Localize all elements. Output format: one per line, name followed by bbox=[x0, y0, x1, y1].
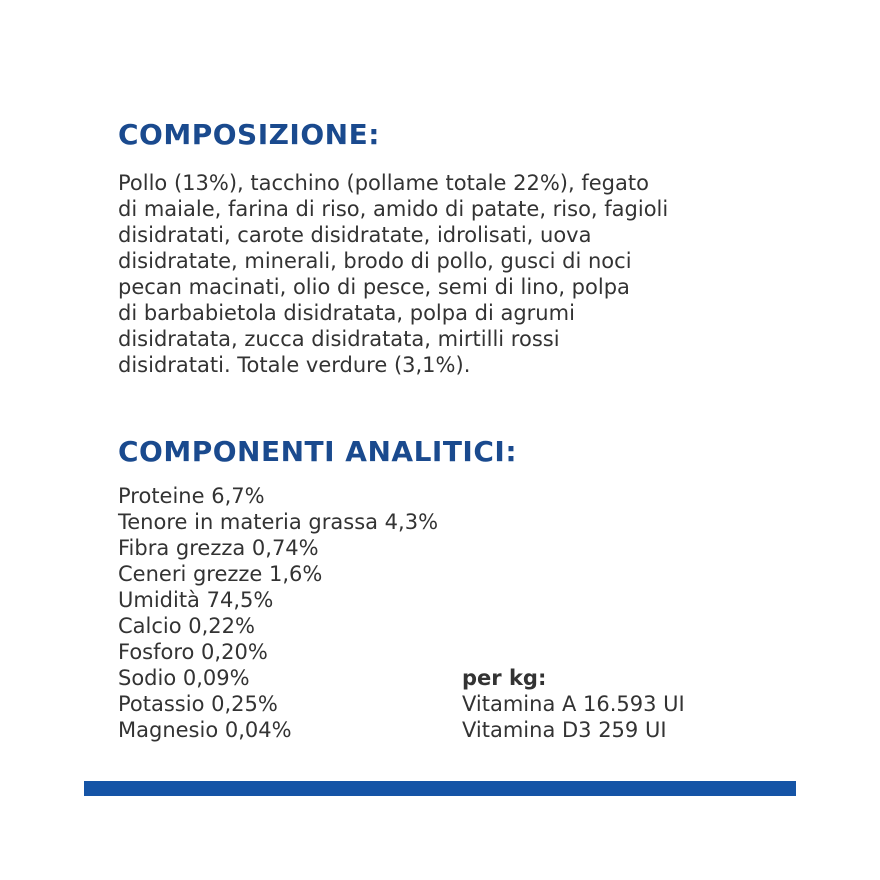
composition-line: disidratati. Totale verdure (3,1%). bbox=[118, 353, 471, 377]
list-item: Fosforo 0,20% bbox=[118, 640, 268, 664]
composition-text bbox=[118, 170, 778, 378]
list-item: Vitamina A 16.593 UI bbox=[462, 692, 685, 716]
vitamins-list bbox=[462, 691, 685, 743]
composition-line: di maiale, farina di riso, amido di patate, riso, fagioli bbox=[118, 197, 669, 221]
list-item: Potassio 0,25% bbox=[118, 692, 278, 716]
list-item: Vitamina D3 259 UI bbox=[462, 718, 667, 742]
composition-line: di barbabietola disidratata, polpa di agrumi bbox=[118, 301, 575, 325]
analytics-heading: COMPONENTI ANALITICI: bbox=[118, 435, 518, 468]
vitamins-block bbox=[462, 665, 685, 743]
composition-heading: COMPOSIZIONE: bbox=[118, 118, 380, 151]
list-item: Sodio 0,09% bbox=[118, 666, 250, 690]
analytics-list bbox=[118, 483, 438, 743]
list-item: Calcio 0,22% bbox=[118, 614, 255, 638]
list-item: Umidità 74,5% bbox=[118, 588, 274, 612]
composition-line: pecan macinati, olio di pesce, semi di lino, polpa bbox=[118, 275, 630, 299]
composition-line: disidratate, minerali, brodo di pollo, gusci di noci bbox=[118, 249, 632, 273]
list-item: Fibra grezza 0,74% bbox=[118, 536, 319, 560]
composition-line: disidratati, carote disidratate, idrolisati, uova bbox=[118, 223, 592, 247]
list-item: Ceneri grezze 1,6% bbox=[118, 562, 323, 586]
footer-bar bbox=[84, 781, 796, 796]
list-item: Proteine 6,7% bbox=[118, 484, 265, 508]
vitamins-title: per kg: bbox=[462, 666, 547, 690]
list-item: Magnesio 0,04% bbox=[118, 718, 292, 742]
composition-line: Pollo (13%), tacchino (pollame totale 22%), fegato bbox=[118, 171, 649, 195]
composition-line: disidratata, zucca disidratata, mirtilli rossi bbox=[118, 327, 560, 351]
list-item: Tenore in materia grassa 4,3% bbox=[118, 510, 439, 534]
